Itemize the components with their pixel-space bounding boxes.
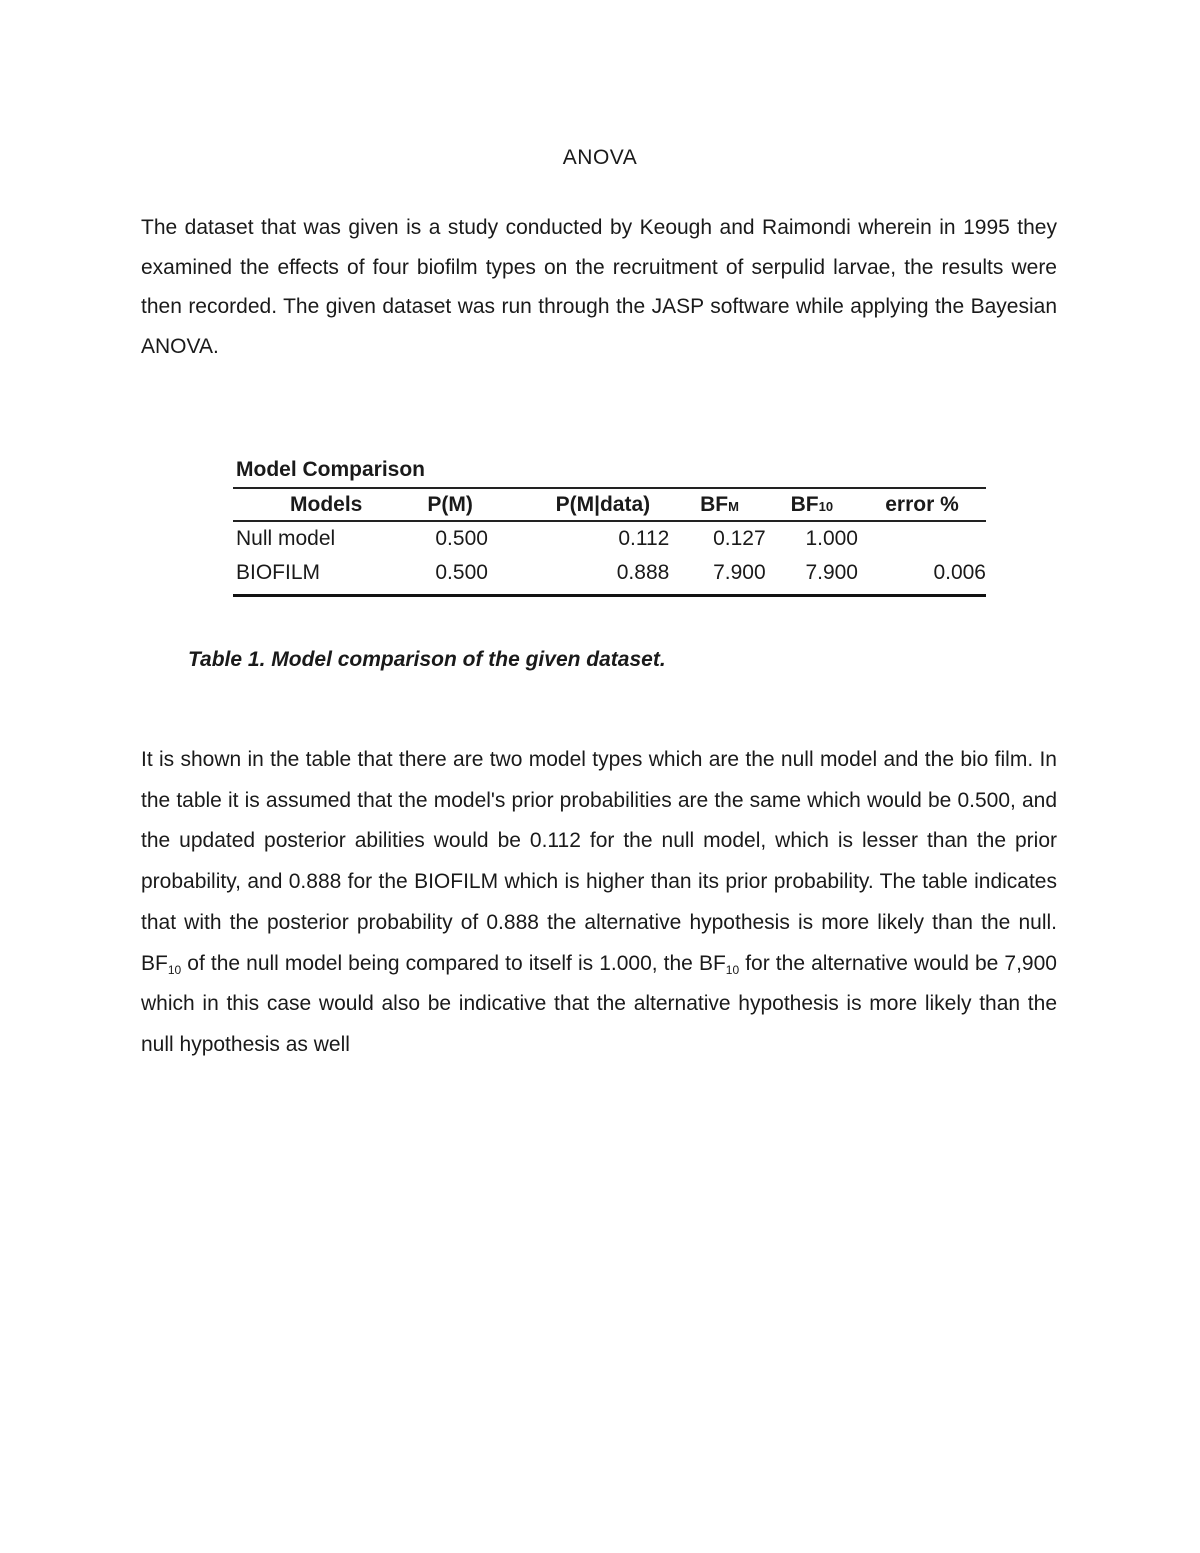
- bf10-base: BF: [141, 951, 168, 975]
- cell-bf10: 7.900: [805, 561, 858, 584]
- header-bfm-sub: M: [728, 498, 739, 514]
- table-title: Model Comparison: [236, 458, 426, 481]
- header-pmdata: P(M|data): [532, 488, 673, 521]
- model-comparison-table: [233, 487, 986, 597]
- cell-model: BIOFILM: [236, 561, 321, 584]
- header-bf10-base: BF: [790, 492, 819, 516]
- bf10-base: BF: [698, 951, 726, 975]
- analysis-text-2: of the null model being compared to itself is 1.000, the: [187, 951, 693, 975]
- cell-pm: 0.500: [435, 561, 488, 584]
- cell-bfm: 0.127: [713, 527, 766, 550]
- header-error: error %: [858, 488, 986, 521]
- table-header-row: [233, 488, 986, 521]
- table-row: [233, 521, 986, 556]
- intro-paragraph: The dataset that was given is a study conducted by Keough and Raimondi wherein in 1995 they examined the effects of four biofilm types on the recruitment of serpulid larvae, the results were then recorded. The given dataset was run through the JASP software while applying the Bayesian ANOVA.: [141, 216, 1057, 358]
- analysis-paragraph: [141, 740, 1057, 1066]
- header-pm: P(M): [419, 488, 532, 521]
- table-caption: Table 1. Model comparison of the given dataset.: [188, 648, 666, 671]
- cell-model: Null model: [236, 527, 336, 550]
- cell-error: 0.006: [933, 561, 986, 584]
- cell-bfm: 7.900: [713, 561, 766, 584]
- bf10-sub: 10: [167, 962, 182, 977]
- cell-pmdata: 0.888: [616, 561, 670, 584]
- bf10-sub: 10: [725, 962, 740, 977]
- header-bfm-base: BF: [700, 492, 729, 516]
- cell-error: [858, 521, 986, 556]
- cell-pmdata: 0.112: [618, 527, 670, 550]
- table-bottom-rule: [233, 596, 986, 598]
- header-bf10: [766, 488, 858, 521]
- analysis-text-1: It is shown in the table that there are two model types which are the null model and the bio film. In the table it is assumed that the model's prior probabilities are the same which would be 0.500, and the updated posterior abilities would be 0.112 for the null model, which is lesser than the prior probability, and 0.888 for the BIOFILM which is higher than its prior probability. The table indicates that with the posterior probability of 0.888 the alternative hypothesis is more likely than the null.: [141, 748, 1057, 934]
- header-bfm: [673, 488, 765, 521]
- table-row: [233, 556, 986, 596]
- analysis-text-3: for the alternative would be 7,900 which in this case would also be indicative that the alternative hypothesis is more likely than the null hypothesis as well: [141, 951, 1057, 1056]
- page-title: ANOVA: [562, 146, 638, 169]
- bf10-inline-1: [141, 952, 181, 975]
- cell-pm: 0.500: [435, 527, 488, 550]
- bf10-inline-2: [699, 952, 739, 975]
- header-models: Models: [233, 488, 419, 521]
- model-comparison-table-block: [233, 455, 986, 597]
- header-bf10-sub: 10: [818, 498, 834, 514]
- cell-bf10: 1.000: [805, 527, 858, 550]
